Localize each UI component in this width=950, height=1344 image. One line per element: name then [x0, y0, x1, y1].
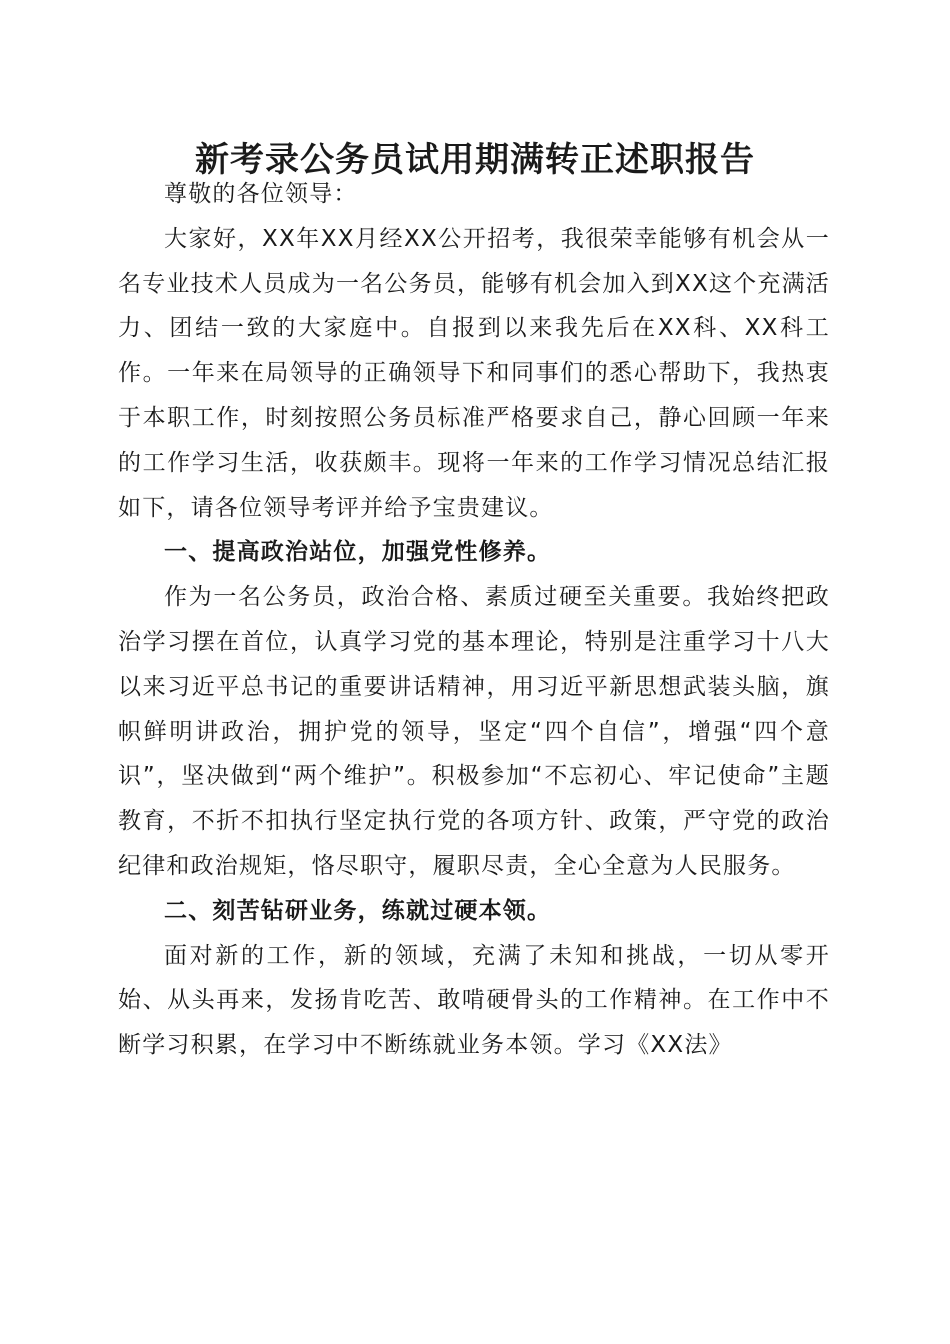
section-1-heading: 一、提高政治站位，加强党性修养。 [164, 539, 552, 566]
document-title: 新考录公务员试用期满转正述职报告 [195, 140, 755, 180]
document-body [118, 172, 830, 1068]
salutation: 尊敬的各位领导： [164, 181, 358, 207]
section-2-paragraph: 面对新的工作，新的领域，充满了未知和挑战，一切从零开始、从头再来，发扬肯吃苦、敢啃硬骨头的工作精神。在工作中不断学习积累，在学习中不断练就业务本领。学习《XX法》 [118, 942, 830, 1059]
section-1-paragraph: 作为一名公务员，政治合格、素质过硬至关重要。我始终把政治学习摆在首位，认真学习党的基本理论，特别是注重学习十八大以来习近平总书记的重要讲话精神，用习近平新思想武装头脑，旗帜鲜明讲政治，拥护党的领导，坚定“四个自信”，增强“四个意识”，坚决做到“两个维护”。积极参加“不忘初心、牢记使命”主题教育，不折不扣执行坚定执行党的各项方针、政策，严守党的政治纪律和政治规矩，恪尽职守，履职尽责，全心全意为人民服务。 [118, 584, 830, 879]
intro-paragraph: 大家好，XX年XX月经XX公开招考，我很荣幸能够有机会从一名专业技术人员成为一名公务员，能够有机会加入到XX这个充满活力、团结一致的大家庭中。自报到以来我先后在XX科、XX科工作。一年来在局领导的正确领导下和同事们的悉心帮助下，我热衷于本职工作，时刻按照公务员标准严格要求自己，静心回顾一年来的工作学习生活，收获颇丰。现将一年来的工作学习情况总结汇报如下，请各位领导考评并给予宝贵建议。 [118, 225, 830, 521]
section-2-heading: 二、刻苦钻研业务，练就过硬本领。 [164, 897, 552, 924]
